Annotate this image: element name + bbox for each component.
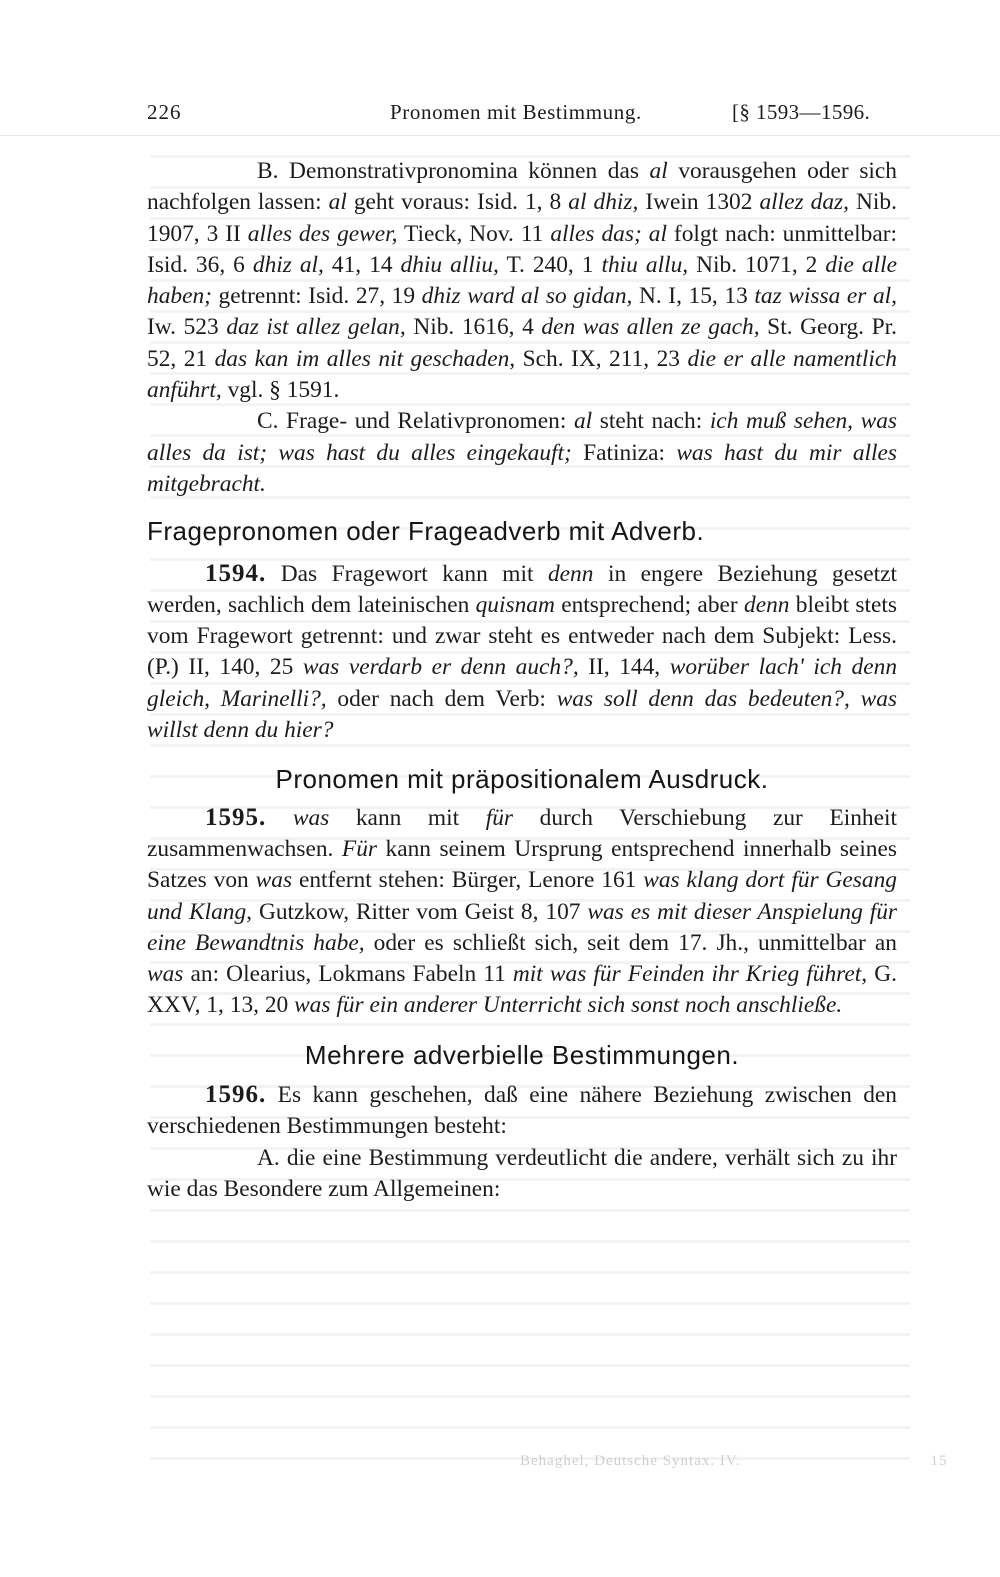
running-header [147,100,902,130]
header-rule [0,135,1000,136]
paragraph-1594: 1594. Das Fragewort kann mit denn in engere Beziehung gesetzt werden, sachlich dem lateinischen quisnam entsprechend; aber denn bleibt stets vom Fragewort getrennt: und zwar steht es entweder nach dem Subjekt: Less. (P.) II, 140, 25 was verdarb er denn auch?, II, 144, worüber lach' ich denn gleich, Marinelli?, oder nach dem Verb: was soll denn das bedeuten?, was willst denn du hier? [147,559,898,744]
sheet-signature: Behaghel, Deutsche Syntax. IV. 15 [520,1453,948,1469]
page-number: 226 [147,100,182,124]
paragraph-1595: 1595. was kann mit für durch Verschiebung zur Einheit zusammenwachsen. Für kann seinem Ursprung entsprechend innerhalb seines Satzes von was entfernt stehen: Bürger, Lenore 161 was klang dort für Gesang und Klang, Gutzkow, Ritter vom Geist 8, 107 was es mit dieser Anspielung für eine Bewandtnis habe, oder es schließt sich, seit dem 17. Jh., unmittelbar an was an: Olearius, Lokmans Fabeln 11 mit was für Feinden ihr Krieg führet, G. XXV, 1, 13, 20 was für ein anderer Unterricht sich sonst noch anschließe. [147,803,898,1019]
paragraph-1596: 1596. Es kann geschehen, daß eine nähere Beziehung zwischen den verschiedenen Bestimmungen besteht: [147,1081,897,1140]
heading-adverbielle: Mehrere adverbielle Bestimmungen. [304,1039,740,1070]
section-number: 1595. [205,803,267,831]
paragraph-a: A. die eine Bestimmung verdeutlicht die andere, verhält sich zu ihr wie das Besondere zum Allgemeinen: [147,1144,897,1202]
heading-frage-adverb: Fragepronomen oder Frageadverb mit Adverb. [147,516,705,547]
heading-praepositional: Pronomen mit präpositionalem Ausdruck. [275,764,769,795]
paragraph-b: B. Demonstrativpronomina können das al vorausgehen oder sich nachfolgen lassen: al geht voraus: Isid. 1, 8 al dhiz, Iwein 1302 allez daz, Nib. 1907, 3 II alles des gewer, Tieck, Nov. 11 alles das; al folgt nach: unmittelbar: Isid. 36, 6 dhiz al, 41, 14 dhiu alliu, T. 240, 1 thiu allu, Nib. 1071, 2 die alle haben; getrennt: Isid. 27, 19 dhiz ward al so gidan, N. I, 15, 13 taz wissa er al, Iw. 523 daz ist allez gelan, Nib. 1616, 4 den was allen ze gach, St. Georg. Pr. 52, 21 das kan im alles nit geschaden, Sch. IX, 211, 23 die er alle namentlich anführt, vgl. § 1591. [147,158,898,404]
running-title: Pronomen mit Bestimmung. [390,100,642,124]
section-number: 1596. [205,1081,267,1109]
page-body [147,156,897,1205]
section-range: [§ 1593—1596. [732,100,871,124]
paragraph-c: C. Frage- und Relativpronomen: al steht nach: ich muß sehen, was alles da ist; was hast du alles eingekauft; Fatiniza: was hast du mir alles mitgebracht. [147,408,898,497]
section-number: 1594. [205,559,267,587]
